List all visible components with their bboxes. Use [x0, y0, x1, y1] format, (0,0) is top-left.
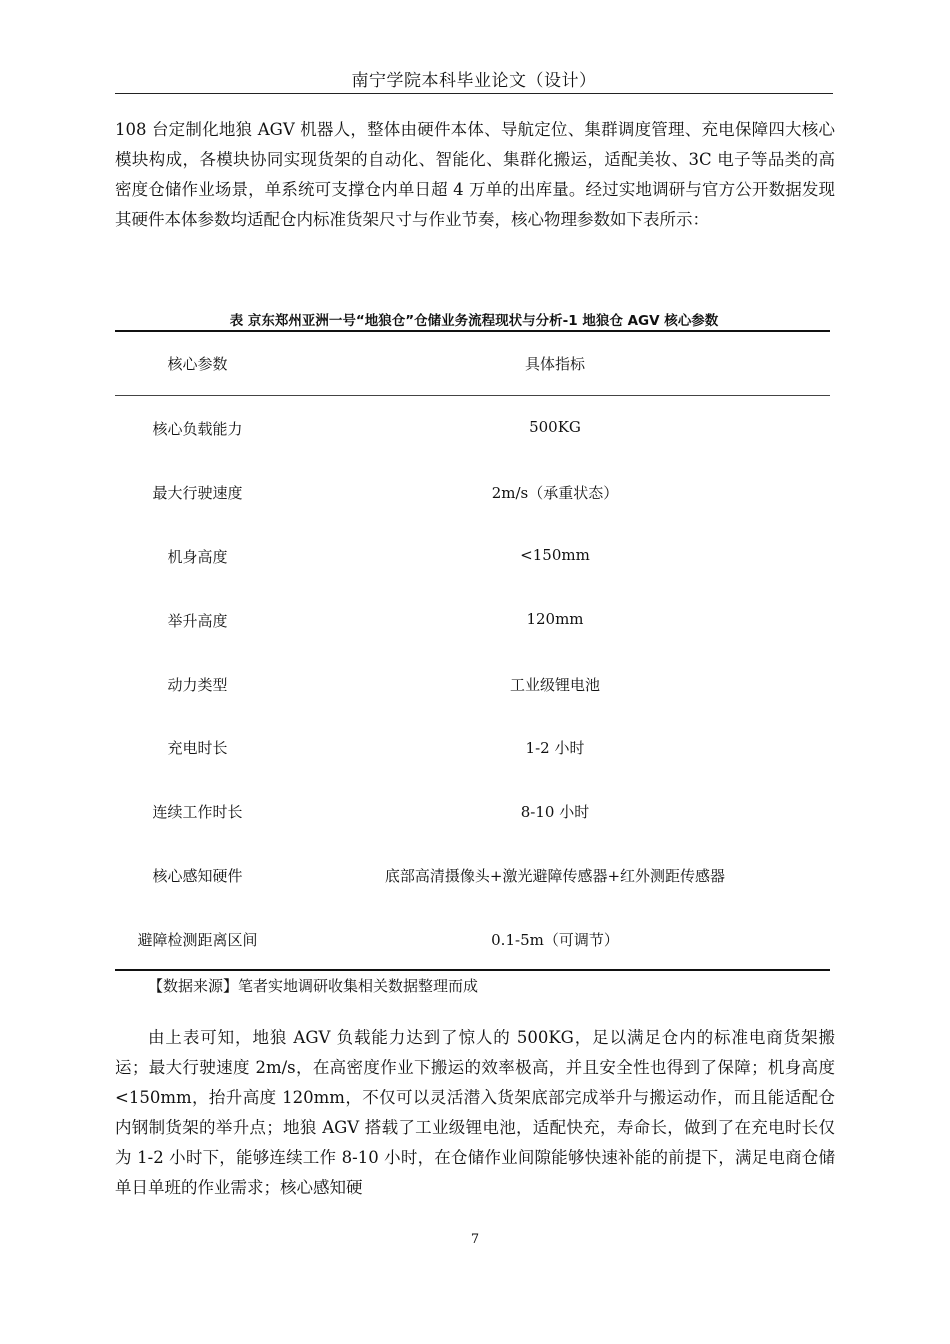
table-bottom-rule — [115, 969, 830, 971]
table-cell-param: 举升高度 — [167, 612, 228, 630]
table-cell-param: 连续工作时长 — [152, 803, 243, 821]
table-cell-param: 动力类型 — [167, 676, 228, 694]
table-top-rule — [115, 330, 830, 332]
table-cell-value: <150mm — [520, 546, 590, 564]
table-cell-param: 最大行驶速度 — [152, 484, 243, 502]
intro-paragraph: 108 台定制化地狼 AGV 机器人，整体由硬件本体、导航定位、集群调度管理、充电保障四大核心模块构成，各模块协同实现货架的自动化、智能化、集群化搬运，适配美妆、3C 电子等品类的高密度仓储作业场景，单系统可支撑仓内单日超 4 万单的出库量。经过实地调研与官方公开数据发现其硬件本体参数均适配仓内标准货架尺寸与作业节奏，核心物理参数如下表所示： — [115, 120, 835, 229]
table-cell-value: 120mm — [526, 610, 584, 628]
table-header-rule — [115, 395, 830, 396]
header-rule — [115, 93, 833, 94]
table-cell-param: 核心负载能力 — [152, 420, 243, 438]
table-source-note: 【数据来源】笔者实地调研收集相关数据整理而成 — [148, 977, 479, 995]
table-cell-param: 机身高度 — [167, 548, 228, 566]
table-header-param: 核心参数 — [167, 355, 228, 373]
table-cell-value: 工业级锂电池 — [509, 676, 600, 694]
table-header-value: 具体指标 — [524, 355, 585, 373]
table-caption: 表 京东郑州亚洲一号“地狼仓”仓储业务流程现状与分析-1 地狼仓 AGV 核心参数 — [229, 313, 719, 329]
table-cell-value: 500KG — [529, 418, 581, 436]
analysis-paragraph: 由上表可知，地狼 AGV 负载能力达到了惊人的 500KG，足以满足仓内的标准电商货架搬运；最大行驶速度 2m/s，在高密度作业下搬运的效率极高，并且安全性也得到了保障；机身高度<150mm，抬升高度 120mm，不仅可以灵活潜入货架底部完成举升与搬运动作，而且能适配仓内钢制货架的举升点；地狼 AGV 搭载了工业级锂电池，适配快充，寿命长，做到了在充电时长仅为 1-2 小时下，能够连续工作 8-10 小时，在仓储作业间隙能够快速补能的前提下，满足电商仓储单日单班的作业需求；核心感知硬 — [115, 1028, 835, 1197]
table-cell-value: 2m/s（承重状态） — [491, 484, 619, 502]
table-cell-value: 0.1-5m（可调节） — [491, 931, 619, 949]
page-header-title: 南宁学院本科毕业论文（设计） — [351, 71, 597, 91]
table-cell-param: 避障检测距离区间 — [137, 931, 258, 949]
table-cell-value: 底部高清摄像头+激光避障传感器+红外测距传感器 — [384, 867, 726, 885]
page-number: 7 — [470, 1232, 480, 1247]
table-cell-value: 1-2 小时 — [525, 739, 585, 757]
table-cell-param: 核心感知硬件 — [152, 867, 243, 885]
table-cell-param: 充电时长 — [167, 739, 228, 757]
table-cell-value: 8-10 小时 — [520, 803, 590, 821]
